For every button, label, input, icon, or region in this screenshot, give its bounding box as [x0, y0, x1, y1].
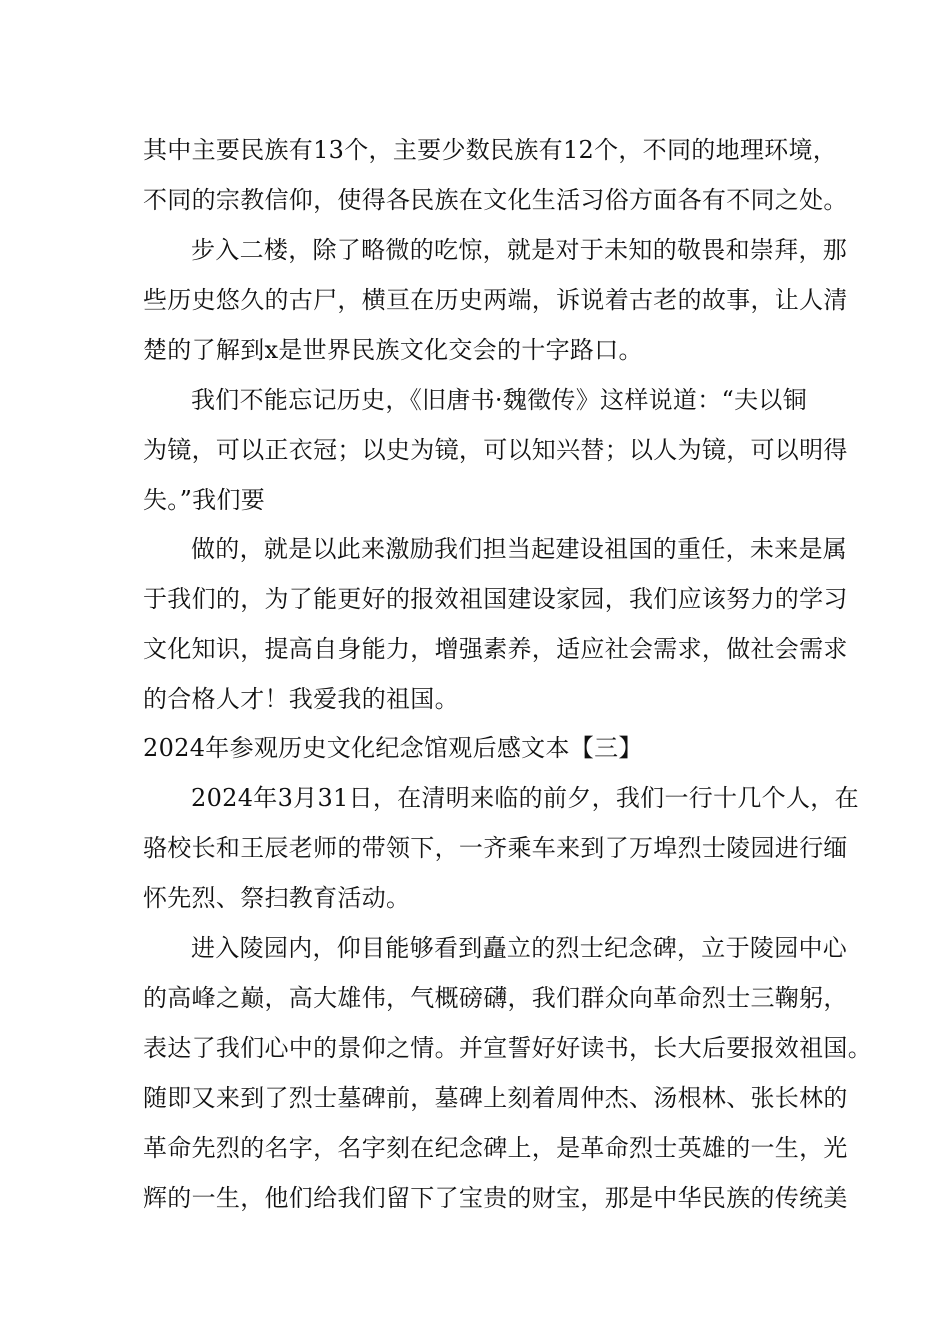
- text-line-18: 的高峰之巅，高大雄伟，气概磅礴，我们群众向革命烈士三鞠躬，: [143, 984, 848, 1012]
- text-line-7: 为镜，可以正衣冠；以史为镜，可以知兴替；以人为镜，可以明得: [143, 436, 848, 464]
- text-line-5: 楚的了解到x是世界民族文化交会的十字路口。: [143, 336, 643, 364]
- text-line-6: 我们不能忘记历史，《旧唐书·魏徵传》这样说道：“夫以铜: [191, 386, 807, 414]
- text-line-14: 2024年3月31日，在清明来临的前夕，我们一行十几个人，在: [191, 784, 859, 812]
- text-line-10: 于我们的，为了能更好的报效祖国建设家园，我们应该努力的学习: [143, 585, 848, 613]
- text-line-22: 辉的一生，他们给我们留下了宝贵的财宝，那是中华民族的传统美: [143, 1184, 848, 1212]
- text-line-12: 的合格人才！我爱我的祖国。: [143, 685, 459, 713]
- text-line-20: 随即又来到了烈士墓碑前，墓碑上刻着周仲杰、汤根林、张长林的: [143, 1084, 848, 1112]
- text-line-3: 步入二楼，除了略微的吃惊，就是对于未知的敬畏和崇拜，那: [191, 236, 848, 264]
- text-line-4: 些历史悠久的古尸，横亘在历史两端，诉说着古老的故事，让人清: [143, 286, 848, 314]
- section-heading: 2024年参观历史文化纪念馆观后感文本【三】: [143, 734, 643, 762]
- text-line-9: 做的，就是以此来激励我们担当起建设祖国的重任，未来是属: [191, 535, 848, 563]
- text-line-1: 其中主要民族有13个，主要少数民族有12个，不同的地理环境，: [143, 136, 838, 164]
- text-line-2: 不同的宗教信仰，使得各民族在文化生活习俗方面各有不同之处。: [143, 186, 848, 214]
- text-line-21: 革命先烈的名字，名字刻在纪念碑上，是革命烈士英雄的一生，光: [143, 1134, 848, 1162]
- text-line-8: 失。”我们要: [143, 486, 266, 514]
- text-line-19: 表达了我们心中的景仰之情。并宣誓好好读书，长大后要报效祖国。: [143, 1034, 872, 1062]
- text-line-15: 骆校长和王辰老师的带领下，一齐乘车来到了万埠烈士陵园进行缅: [143, 834, 848, 862]
- text-line-16: 怀先烈、祭扫教育活动。: [143, 884, 411, 912]
- text-line-11: 文化知识，提高自身能力，增强素养，适应社会需求，做社会需求: [143, 635, 848, 663]
- text-line-17: 进入陵园内，仰目能够看到矗立的烈士纪念碑，立于陵园中心: [191, 934, 848, 962]
